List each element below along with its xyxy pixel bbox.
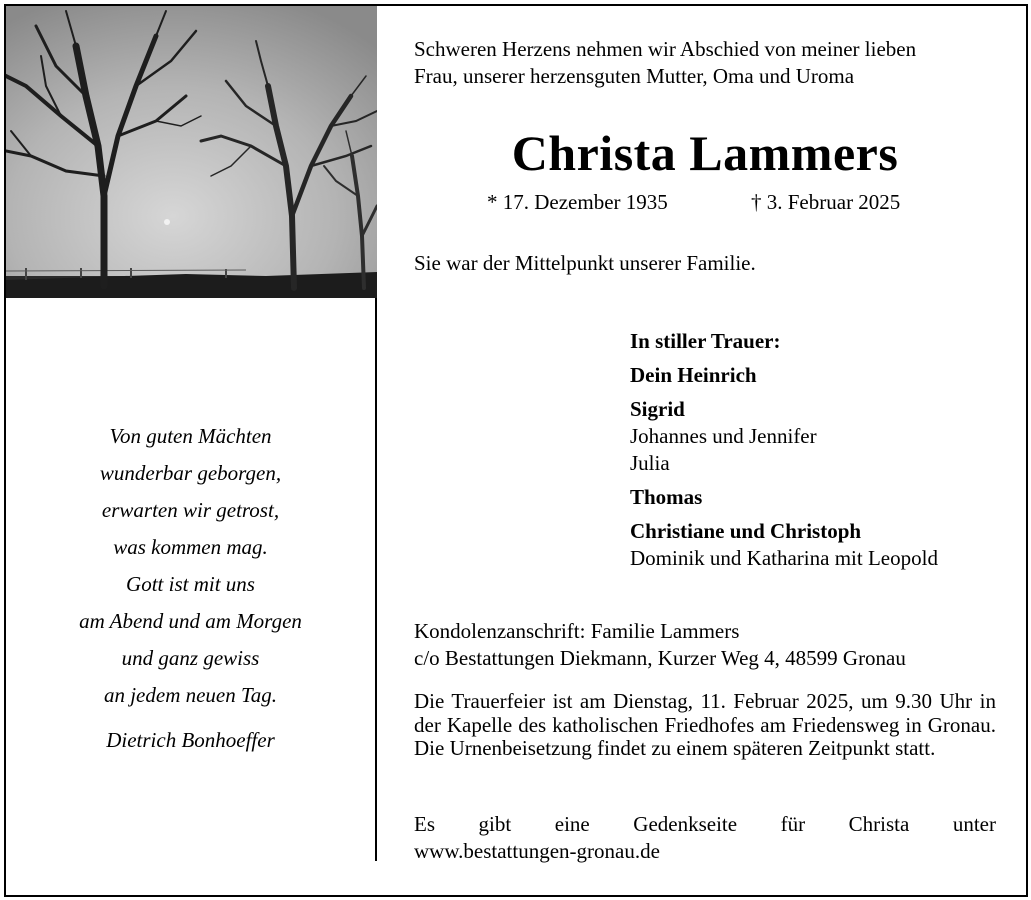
- mourner-name: Dein Heinrich: [630, 363, 757, 387]
- mourners-list: [630, 328, 1020, 572]
- mourners-heading: In stiller Trauer:: [630, 329, 781, 353]
- misty-trees-photo: [6, 6, 377, 298]
- poem-line: Von guten Mächten: [109, 424, 272, 448]
- condolence-line-2: c/o Bestattungen Diekmann, Kurzer Weg 4, 48599 Gronau: [414, 646, 906, 670]
- intro-text: [414, 36, 996, 90]
- poem-line: an jedem neuen Tag.: [103, 683, 278, 707]
- motto-text: Sie war der Mittelpunkt unserer Familie.: [414, 251, 756, 275]
- memorial-url: www.bestattungen-gronau.de: [414, 839, 660, 863]
- poem-line: wunderbar geborgen,: [99, 461, 282, 485]
- birth-date: * 17. Dezember 1935: [487, 190, 668, 214]
- column-divider: [375, 298, 377, 861]
- poem-author: Dietrich Bonhoeffer: [106, 728, 275, 752]
- poem-line: und ganz gewiss: [121, 646, 260, 670]
- mourner-name: Christiane und Christoph: [630, 519, 862, 543]
- poem-line: am Abend und am Morgen: [79, 609, 302, 633]
- mourner-name: Johannes und Jennifer: [630, 424, 817, 448]
- poem-line: erwarten wir getrost,: [101, 498, 280, 522]
- poem-block: [6, 418, 375, 759]
- mourner-name: Julia: [630, 451, 670, 475]
- condolence-address: [414, 618, 996, 672]
- deceased-name: Christa Lammers: [511, 125, 899, 181]
- memorial-line-1: Es gibt eine Gedenkseite für Christa unter: [414, 812, 996, 836]
- poem-line: Gott ist mit uns: [126, 572, 255, 596]
- memorial-notice: [414, 811, 996, 865]
- death-date: † 3. Februar 2025: [751, 190, 901, 214]
- poem-line: was kommen mag.: [113, 535, 268, 559]
- ceremony-text: Die Trauerfeier ist am Dienstag, 11. Februar 2025, um 9.30 Uhr in der Kapelle des katholischen Friedhofes am Friedensweg in Gronau. Die Urnenbeisetzung findet zu einem späteren Zeitpunkt statt.: [414, 689, 996, 760]
- mourner-name: Sigrid: [630, 397, 685, 421]
- condolence-line-1: Kondolenzanschrift: Familie Lammers: [414, 619, 740, 643]
- life-dates: [487, 189, 901, 215]
- intro-line-1: Schweren Herzens nehmen wir Abschied von meiner lieben: [414, 37, 917, 61]
- mourner-name: Dominik und Katharina mit Leopold: [630, 546, 938, 570]
- intro-line-2: Frau, unserer herzensguten Mutter, Oma und Uroma: [414, 64, 855, 88]
- mourner-name: Thomas: [630, 485, 703, 509]
